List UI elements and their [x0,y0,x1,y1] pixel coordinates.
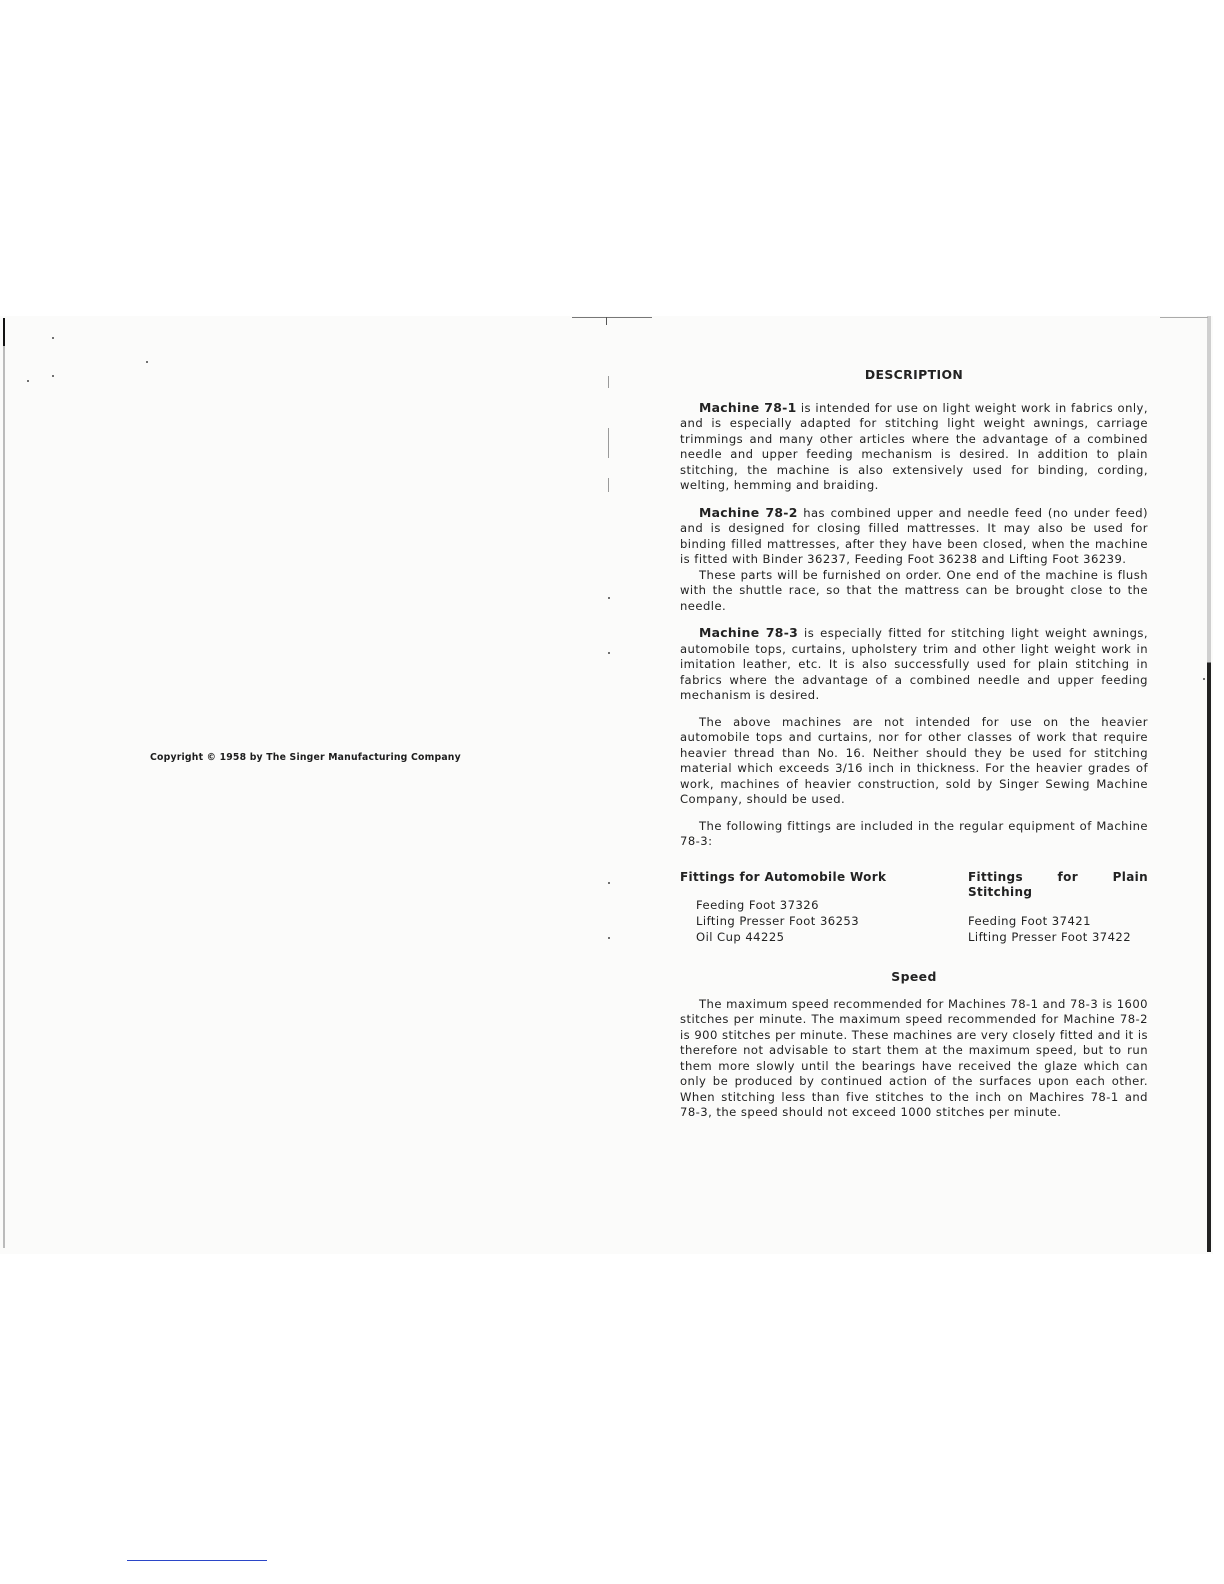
machine-78-2-continuation: These parts will be furnished on order. One end of the machine is flush with the shuttle race, so that the mattress can be brought close to the needle. [680,567,1148,613]
machine-78-3-text: is especially fitted for stitching light weight awnings, automobile tops, curtains, upholstery trim and other light weight work in imitation leather, etc. It is also successfully used for plain stitching in fabrics where the advantage of a combined needle and upper feeding mechanism is desired. [680,626,1149,702]
machine-78-1-label: Machine 78-1 [699,399,797,415]
plain-fittings-list [968,913,1148,945]
machine-78-2-paragraph [680,505,1148,568]
bottom-underline [127,1560,267,1561]
fold-mark [608,428,609,458]
plain-fittings-heading: Fittings for Plain Stitching [968,869,1148,899]
machine-78-3-label: Machine 78-3 [699,625,799,640]
fittings-section [680,870,1148,946]
copyright-notice: Copyright © 1958 by The Singer Manufacturing Company [150,752,461,763]
fittings-intro: The following fittings are included in the regular equipment of Machine 78-3: [680,818,1148,848]
scan-speck [608,882,610,884]
scan-speck [146,361,148,363]
fold-mark [608,478,609,492]
automobile-fittings [680,870,920,946]
list-item: Feeding Foot 37421 [968,913,1091,928]
left-scan-edge [3,318,5,1248]
top-fold-rule [572,317,652,318]
automobile-fittings-heading: Fittings for Automobile Work [680,869,887,884]
heavier-work-note: The above machines are not intended for use on the heavier automobile tops and curtains, nor for other classes of work that require heavier thread than No. 16. Neither should they be used for stitching material which exceeds 3/16 inch in thickness. For the heavier grades of work, machines of heavier construction, sold by Singer Sewing Machine Company, should be used. [680,714,1148,806]
scan-speck [608,597,610,599]
description-page [680,364,1148,1132]
list-item: Feeding Foot 37326 [696,898,819,912]
scan-speck [52,375,54,377]
plain-fittings [968,870,1148,946]
list-item: Lifting Presser Foot 36253 [696,914,860,928]
description-heading: DESCRIPTION [864,367,964,382]
scan-speck [27,380,29,382]
list-item: Oil Cup 44225 [696,930,785,944]
scan-speck [608,652,610,654]
machine-78-1-text: is intended for use on light weight work in fabrics only, and is especially adapted for stitching light weight awnings, carriage trimmings and many other articles where the advantage of a combined needle and upper feeding mechanism is desired. In addition to plain stitching, the machine is also extensively used for binding, cording, welting, hemming and braiding. [680,400,1148,492]
machine-78-2-label: Machine 78-2 [699,504,798,520]
fold-mark [608,376,609,388]
fold-tick [606,317,607,325]
scan-speck [52,337,54,339]
right-scan-edge [1207,316,1211,1252]
list-item: Lifting Presser Foot 37422 [968,929,1132,944]
automobile-fittings-list [680,897,920,945]
machine-78-3-paragraph [680,625,1148,704]
scan-speck [608,937,610,939]
machine-78-1-paragraph [680,400,1148,494]
speed-paragraph: The maximum speed recommended for Machines 78-1 and 78-3 is 1600 stitches per minute. The maximum speed recommended for Machine 78-2 is 900 stitches per minute. These machines are very closely fitted and it is therefore not advisable to start them at the maximum speed, but to run them more slowly until the bearings have received the glaze which can only be produced by continued action of the surfaces upon each other. When stitching less than five stitches to the inch on Machires 78-1 and 78-3, the speed should not exceed 1000 stitches per minute. [680,996,1148,1119]
top-right-rule [1160,317,1208,318]
machine-78-2-text: has combined upper and needle feed (no under feed) and is designed for closing filled mattresses. It may also be used for binding filled mattresses, after they have been closed, when the machine is fitted with Binder 36237, Feeding Foot 36238 and Lifting Foot 36239. [680,505,1148,566]
speed-heading: Speed [891,969,937,984]
scan-speck [1203,678,1205,680]
